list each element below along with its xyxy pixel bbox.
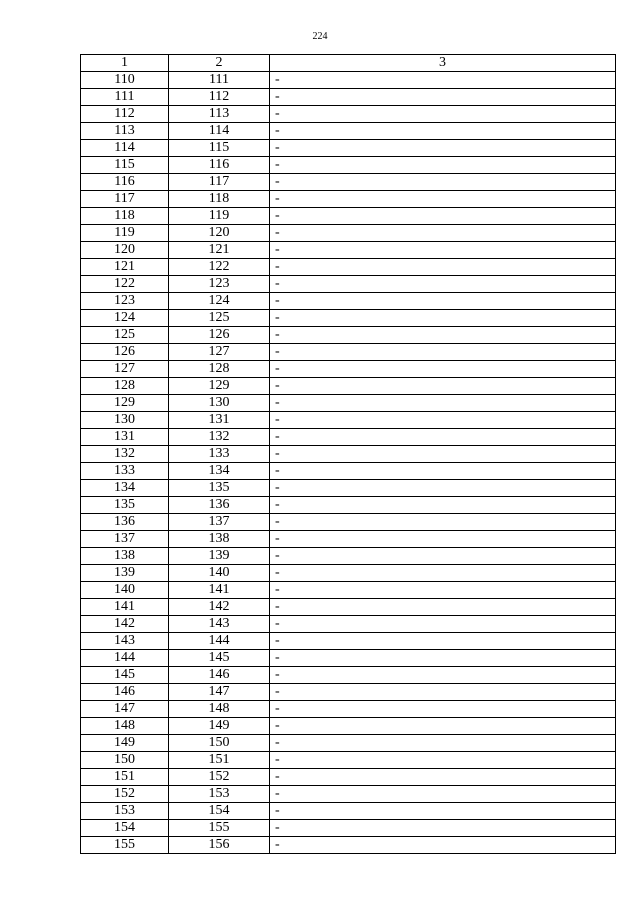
table-row	[81, 310, 616, 327]
table-row	[81, 293, 616, 310]
table-row	[81, 327, 616, 344]
table-row	[81, 225, 616, 242]
column-header-1: 1	[81, 55, 169, 72]
table-cell-col-3: -	[270, 565, 616, 582]
table-cell-col-3: -	[270, 786, 616, 803]
table-cell-col-3: -	[270, 191, 616, 208]
table-cell-col-3: -	[270, 140, 616, 157]
table-row	[81, 565, 616, 582]
table-cell-col-3: -	[270, 395, 616, 412]
table-row	[81, 718, 616, 735]
table-cell-col-1: 153	[81, 803, 169, 820]
table-cell-col-2: 139	[169, 548, 270, 565]
table-row	[81, 599, 616, 616]
table-cell-col-1: 150	[81, 752, 169, 769]
table-cell-col-1: 151	[81, 769, 169, 786]
table-cell-col-2: 144	[169, 633, 270, 650]
table-cell-col-3: -	[270, 752, 616, 769]
table-cell-col-2: 136	[169, 497, 270, 514]
table-row	[81, 480, 616, 497]
table-cell-col-3: -	[270, 701, 616, 718]
table-cell-col-1: 114	[81, 140, 169, 157]
table-cell-col-3: -	[270, 769, 616, 786]
table-cell-col-3: -	[270, 327, 616, 344]
table-cell-col-3: -	[270, 837, 616, 854]
table-row	[81, 752, 616, 769]
table-cell-col-1: 116	[81, 174, 169, 191]
table-row	[81, 106, 616, 123]
table-cell-col-1: 125	[81, 327, 169, 344]
table-cell-col-3: -	[270, 633, 616, 650]
table-cell-col-1: 139	[81, 565, 169, 582]
table-cell-col-1: 120	[81, 242, 169, 259]
table-cell-col-2: 129	[169, 378, 270, 395]
table-row	[81, 786, 616, 803]
table-row	[81, 820, 616, 837]
table-row	[81, 259, 616, 276]
table-cell-col-3: -	[270, 123, 616, 140]
table-cell-col-3: -	[270, 616, 616, 633]
table-cell-col-1: 152	[81, 786, 169, 803]
table-row	[81, 191, 616, 208]
table-cell-col-1: 117	[81, 191, 169, 208]
table-cell-col-2: 111	[169, 72, 270, 89]
table-cell-col-3: -	[270, 650, 616, 667]
table-cell-col-2: 135	[169, 480, 270, 497]
table-row	[81, 735, 616, 752]
table-cell-col-3: -	[270, 667, 616, 684]
table-cell-col-1: 133	[81, 463, 169, 480]
table-row	[81, 72, 616, 89]
table-cell-col-3: -	[270, 803, 616, 820]
table-cell-col-2: 155	[169, 820, 270, 837]
table-cell-col-3: -	[270, 106, 616, 123]
table-cell-col-3: -	[270, 276, 616, 293]
table-cell-col-2: 112	[169, 89, 270, 106]
table-cell-col-1: 121	[81, 259, 169, 276]
table-row	[81, 157, 616, 174]
table-cell-col-2: 143	[169, 616, 270, 633]
table-cell-col-3: -	[270, 242, 616, 259]
table-row	[81, 769, 616, 786]
table-cell-col-1: 130	[81, 412, 169, 429]
table-row	[81, 361, 616, 378]
table-cell-col-3: -	[270, 157, 616, 174]
table-cell-col-3: -	[270, 599, 616, 616]
table-cell-col-3: -	[270, 820, 616, 837]
table-cell-col-2: 127	[169, 344, 270, 361]
table-cell-col-3: -	[270, 361, 616, 378]
table-row	[81, 514, 616, 531]
table-cell-col-1: 155	[81, 837, 169, 854]
table-cell-col-3: -	[270, 72, 616, 89]
table-row	[81, 684, 616, 701]
table-cell-col-1: 142	[81, 616, 169, 633]
table-cell-col-2: 132	[169, 429, 270, 446]
table-row	[81, 463, 616, 480]
table-cell-col-2: 148	[169, 701, 270, 718]
table-cell-col-2: 145	[169, 650, 270, 667]
table-row	[81, 242, 616, 259]
table-row	[81, 497, 616, 514]
table-cell-col-1: 124	[81, 310, 169, 327]
table-cell-col-2: 119	[169, 208, 270, 225]
table-cell-col-1: 127	[81, 361, 169, 378]
table-cell-col-1: 128	[81, 378, 169, 395]
table-cell-col-3: -	[270, 531, 616, 548]
table-row	[81, 344, 616, 361]
table-cell-col-3: -	[270, 463, 616, 480]
table-body	[81, 72, 616, 854]
table-cell-col-1: 138	[81, 548, 169, 565]
table-cell-col-2: 128	[169, 361, 270, 378]
table-row	[81, 395, 616, 412]
table-cell-col-3: -	[270, 446, 616, 463]
table-cell-col-2: 122	[169, 259, 270, 276]
page-number: 224	[312, 31, 328, 42]
table-cell-col-2: 123	[169, 276, 270, 293]
table-cell-col-3: -	[270, 582, 616, 599]
table-cell-col-2: 142	[169, 599, 270, 616]
data-table	[80, 54, 616, 854]
table-cell-col-2: 120	[169, 225, 270, 242]
table-cell-col-1: 119	[81, 225, 169, 242]
table-cell-col-1: 129	[81, 395, 169, 412]
table-cell-col-2: 138	[169, 531, 270, 548]
table-cell-col-1: 146	[81, 684, 169, 701]
table-cell-col-1: 145	[81, 667, 169, 684]
table-cell-col-3: -	[270, 174, 616, 191]
table-cell-col-2: 115	[169, 140, 270, 157]
table-cell-col-1: 134	[81, 480, 169, 497]
table-cell-col-3: -	[270, 225, 616, 242]
table-cell-col-2: 114	[169, 123, 270, 140]
table-cell-col-1: 135	[81, 497, 169, 514]
table-cell-col-1: 131	[81, 429, 169, 446]
table-cell-col-2: 154	[169, 803, 270, 820]
table-cell-col-1: 112	[81, 106, 169, 123]
table-cell-col-2: 116	[169, 157, 270, 174]
column-header-3: 3	[270, 55, 616, 72]
table-row	[81, 446, 616, 463]
table-cell-col-1: 115	[81, 157, 169, 174]
table-cell-col-2: 126	[169, 327, 270, 344]
table-row	[81, 412, 616, 429]
table-cell-col-2: 118	[169, 191, 270, 208]
table-cell-col-1: 149	[81, 735, 169, 752]
table-cell-col-1: 113	[81, 123, 169, 140]
table-row	[81, 89, 616, 106]
table-row	[81, 837, 616, 854]
table-row	[81, 548, 616, 565]
table-cell-col-2: 146	[169, 667, 270, 684]
table-cell-col-2: 134	[169, 463, 270, 480]
table-cell-col-1: 122	[81, 276, 169, 293]
table-cell-col-3: -	[270, 514, 616, 531]
table-cell-col-2: 121	[169, 242, 270, 259]
table-cell-col-3: -	[270, 89, 616, 106]
table-cell-col-2: 124	[169, 293, 270, 310]
table-cell-col-1: 140	[81, 582, 169, 599]
table-row	[81, 582, 616, 599]
table-cell-col-1: 143	[81, 633, 169, 650]
table-cell-col-3: -	[270, 378, 616, 395]
table-row	[81, 276, 616, 293]
column-header-2: 2	[169, 55, 270, 72]
table-row	[81, 208, 616, 225]
table-row	[81, 140, 616, 157]
table-cell-col-1: 136	[81, 514, 169, 531]
table-cell-col-1: 118	[81, 208, 169, 225]
table-cell-col-2: 137	[169, 514, 270, 531]
table-row	[81, 650, 616, 667]
table-cell-col-1: 111	[81, 89, 169, 106]
table-cell-col-2: 141	[169, 582, 270, 599]
table-cell-col-3: -	[270, 429, 616, 446]
table-cell-col-2: 113	[169, 106, 270, 123]
table-header-row	[81, 55, 616, 72]
table-cell-col-3: -	[270, 548, 616, 565]
table-cell-col-2: 149	[169, 718, 270, 735]
table-row	[81, 616, 616, 633]
table-cell-col-1: 141	[81, 599, 169, 616]
table-cell-col-2: 152	[169, 769, 270, 786]
table-cell-col-1: 132	[81, 446, 169, 463]
table-cell-col-3: -	[270, 684, 616, 701]
table-row	[81, 531, 616, 548]
table-cell-col-3: -	[270, 718, 616, 735]
table-row	[81, 429, 616, 446]
table-cell-col-1: 148	[81, 718, 169, 735]
table-cell-col-2: 156	[169, 837, 270, 854]
table-cell-col-3: -	[270, 480, 616, 497]
table-cell-col-2: 125	[169, 310, 270, 327]
table-row	[81, 667, 616, 684]
table-row	[81, 123, 616, 140]
table-cell-col-3: -	[270, 208, 616, 225]
table-cell-col-2: 117	[169, 174, 270, 191]
table-cell-col-1: 110	[81, 72, 169, 89]
table-cell-col-3: -	[270, 310, 616, 327]
table-cell-col-1: 147	[81, 701, 169, 718]
table-cell-col-2: 130	[169, 395, 270, 412]
table-cell-col-2: 147	[169, 684, 270, 701]
table-row	[81, 378, 616, 395]
table-row	[81, 701, 616, 718]
table-cell-col-2: 131	[169, 412, 270, 429]
table-cell-col-3: -	[270, 497, 616, 514]
table-row	[81, 633, 616, 650]
table-cell-col-2: 133	[169, 446, 270, 463]
table-cell-col-1: 126	[81, 344, 169, 361]
table-cell-col-2: 140	[169, 565, 270, 582]
table-cell-col-3: -	[270, 735, 616, 752]
table-cell-col-1: 144	[81, 650, 169, 667]
table-row	[81, 174, 616, 191]
table-row	[81, 803, 616, 820]
table-cell-col-1: 137	[81, 531, 169, 548]
table-cell-col-1: 123	[81, 293, 169, 310]
table-cell-col-2: 150	[169, 735, 270, 752]
table-cell-col-2: 151	[169, 752, 270, 769]
table-cell-col-3: -	[270, 293, 616, 310]
table-cell-col-1: 154	[81, 820, 169, 837]
table-cell-col-3: -	[270, 412, 616, 429]
table-cell-col-3: -	[270, 344, 616, 361]
table-cell-col-3: -	[270, 259, 616, 276]
table-cell-col-2: 153	[169, 786, 270, 803]
